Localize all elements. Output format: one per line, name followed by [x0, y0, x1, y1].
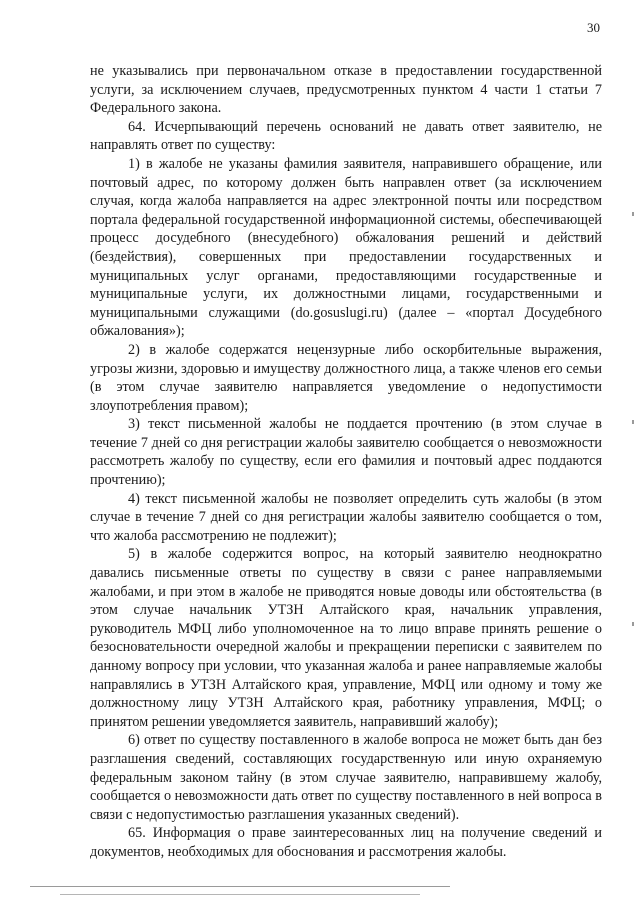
list-item-2: 2) в жалобе содержатся нецензурные либо оскорбительные выражения, угрозы жизни, здоровью и имуществу должностного лица, а также членов его семьи (в этом случае заявителю направляется уведомление о недопустимости злоупотребления правом);	[90, 341, 602, 414]
scan-margin-mark	[632, 420, 634, 424]
paragraph-65: 65. Информация о праве заинтересованных лиц на получение сведений и документов, необходимых для обоснования и рассмотрения жалобы.	[90, 825, 602, 860]
list-item-3: 3) текст письменной жалобы не поддается прочтению (в этом случае в течение 7 дней со дня регистрации жалобы заявителю сообщается о невозможности рассмотреть жалобу по существу, если его фамилия и почтовый адрес поддаются прочтению);	[90, 416, 602, 489]
list-item-4: 4) текст письменной жалобы не позволяет определить суть жалобы (в этом случае в течение 7 дней со дня регистрации жалобы заявителю сообщается о том, что жалоба рассмотрению не подлежит);	[90, 490, 602, 544]
list-item-1: 1) в жалобе не указаны фамилия заявителя, направившего обращение, или почтовый адрес, по которому должен быть направлен ответ (за исключением случая, когда жалоба направляется на адрес электронной почты или посредством портала федеральной государственной информационной системы, обеспечивающей процесс досудебного (внесудебного) обжалования решений и действий (бездействия), совершенных при предоставлении государственных и муниципальных услуг органами, предоставляющими государственные и муниципальные услуги, их должностными лицами, государственными и муниципальными служащими (do.gosuslugi.ru) (далее – «портал Досудебного обжалования»);	[90, 155, 602, 340]
scan-margin-mark	[632, 622, 634, 626]
paragraph-continuation: не указывались при первоначальном отказе в предоставлении государственной услуги, за исключением случаев, предусмотренных пунктом 4 части 1 статьи 7 Федерального закона.	[90, 63, 602, 117]
scan-edge-line	[30, 886, 450, 887]
page-number: 30	[587, 20, 600, 35]
list-item-5: 5) в жалобе содержится вопрос, на который заявителю неоднократно давались письменные ответы по существу в связи с ранее направляемыми жалобами, и при этом в жалобе не приводятся новые доводы или обстоятельства (в этом случае начальник УТЗН Алтайского края, начальник управления, руководитель МФЦ либо уполномоченное на то лицо вправе принять решение о безосновательности очередной жалобы и прекращении переписки с заявителем по данному вопросу при условии, что указанная жалоба и ранее направляемые жалобы направлялись в УТЗН Алтайского края, управление, МФЦ или одному и тому же должностному лицу УТЗН Алтайского края, работнику управления, МФЦ; о принятом решении уведомляется заявитель, направивший жалобу);	[90, 546, 602, 730]
scan-margin-mark	[632, 212, 634, 216]
paragraph-64: 64. Исчерпывающий перечень оснований не давать ответ заявителю, не направлять ответ по существу:	[90, 118, 602, 154]
document-body	[90, 62, 602, 862]
list-item-6: 6) ответ по существу поставленного в жалобе вопроса не может быть дан без разглашения сведений, составляющих государственную или иную охраняемую федеральным законом тайну (в этом случае заявителю, направившему жалобу, сообщается о невозможности дать ответ по существу поставленного в ней вопроса в связи с недопустимостью разглашения указанных сведений).	[90, 732, 602, 823]
scan-edge-line	[60, 894, 420, 895]
